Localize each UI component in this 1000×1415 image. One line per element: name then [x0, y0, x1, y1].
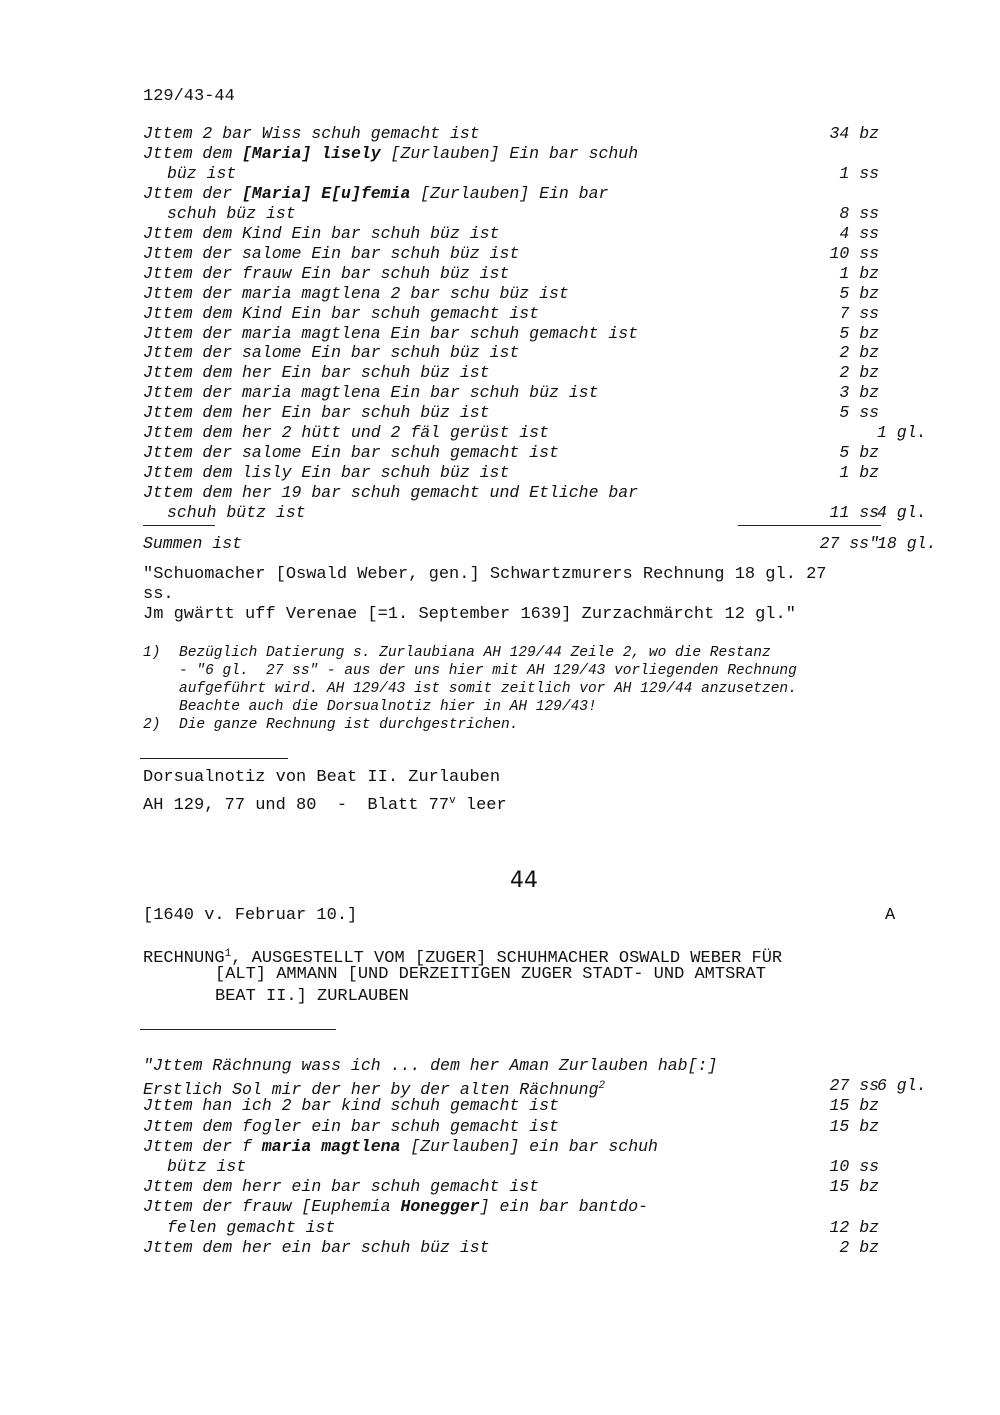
ledger-row [143, 204, 883, 224]
page-reference: 129/43-44 [143, 87, 235, 106]
entry-amount: 10 ss [829, 1157, 879, 1176]
entry-text: Jttem der salome Ein bar schuh büz ist [143, 343, 520, 363]
underline-left [143, 525, 215, 526]
ledger-row [143, 1157, 883, 1177]
entry-amount: 1 bz [839, 263, 879, 283]
entry-amount: 27 ss [829, 1076, 879, 1096]
title-line-2: [ALT] AMMANN [UND DERZEITIGEN ZUGER STADT- UND AMTSRAT [215, 965, 766, 984]
sum-label: Summen ist [143, 534, 243, 553]
entry-amount: 8 ss [839, 203, 879, 223]
entry-amount: 4 ss [839, 223, 879, 243]
entry-text: Erstlich Sol mir der her by der alten Rächnung$^2$ [143, 1080, 606, 1100]
entry-text: Jttem der [Maria] E[u]femia [Zurlauben] Ein bar [143, 183, 609, 203]
underline-right [738, 525, 881, 526]
entry-gulden: 4 gl. [877, 503, 927, 523]
footnote-2-line: Die ganze Rechnung ist durchgestrichen. [179, 717, 519, 733]
separator-rule [140, 758, 288, 759]
entry-gulden: 6 gl. [877, 1076, 927, 1096]
entry-name-bold: [Maria] E[u]femia [242, 183, 411, 203]
entry-text: Jttem der frauw Ein bar schuh büz ist [143, 263, 510, 283]
entry-amount: 2 bz [839, 343, 879, 363]
entry-amount: 2 bz [839, 363, 879, 383]
entry-amount: 5 bz [839, 443, 879, 463]
entry-text: Jttem der maria magtlena Ein bar schuh gemacht ist [143, 323, 639, 343]
entry-text: schuh bütz ist [167, 503, 306, 523]
entry-text: Jttem der maria magtlena 2 bar schu büz ist [143, 283, 569, 303]
ledger-row [143, 443, 883, 463]
title-footnote-mark: 1 [224, 948, 232, 960]
entry-text: Jttem dem Kind Ein bar schuh büz ist [143, 223, 500, 243]
entry-amount: 10 ss [829, 243, 879, 263]
entry-text: "Jttem Rächnung wass ich ... dem her Aman Zurlauben hab[:] [143, 1056, 718, 1075]
ledger-row [143, 264, 883, 284]
entry-text: bütz ist [167, 1157, 247, 1176]
ledger-row [143, 1096, 883, 1116]
entry-amount: 15 bz [829, 1177, 879, 1197]
title-line-3: BEAT II.] ZURLAUBEN [215, 987, 409, 1006]
footnote-1-line: Beachte auch die Dorsualnotiz hier in AH 129/43! [179, 699, 597, 715]
sum-gl: 18 gl. [877, 534, 937, 553]
entry-amount: 1 ss [839, 163, 879, 183]
ledger-row [143, 1177, 883, 1197]
entry-text: Jttem der salome Ein bar schuh büz ist [143, 243, 520, 263]
entry-text: Jttem han ich 2 bar kind schuh gemacht ist [143, 1096, 559, 1116]
entry-text: Jttem der f maria magtlena [Zurlauben] ein bar schuh [143, 1136, 658, 1156]
ledger-row [143, 343, 883, 363]
entry-amount: 5 bz [839, 283, 879, 303]
entry-amount: 12 bz [829, 1217, 879, 1237]
entry-text: Jttem 2 bar Wiss schuh gemacht ist [143, 124, 480, 143]
entry-amount: 1 bz [839, 463, 879, 483]
footnote-mark: 2 [598, 1080, 606, 1093]
entry-text: felen gemacht ist [167, 1217, 336, 1237]
footnote-1-line: Bezüglich Datierung s. Zurlaubiana AH 129/44 Zeile 2, wo die Restanz [179, 645, 771, 661]
dorsal-note-text: AH 129, 77 und 80 - Blatt 77 [143, 796, 450, 815]
document-number: 44 [510, 868, 538, 893]
ledger-row [143, 383, 883, 403]
ledger-row [143, 1137, 883, 1157]
ledger-row [143, 144, 883, 164]
entry-text: Jttem der salome Ein bar schuh gemacht ist [143, 443, 559, 463]
entry-text: Jttem der maria magtlena Ein bar schuh büz ist [143, 383, 599, 403]
document-letter: A [885, 906, 896, 925]
document-date: [1640 v. Februar 10.] [143, 906, 358, 925]
ledger-row [143, 1076, 927, 1100]
dorsal-note-line-1: Dorsualnotiz von Beat II. Zurlauben [143, 768, 501, 787]
ledger-row [143, 463, 883, 483]
entry-amount: 15 bz [829, 1096, 879, 1116]
ledger-row [143, 244, 883, 264]
entry-name-bold: maria magtlena [261, 1136, 401, 1156]
footnote-1-line: aufgeführt wird. AH 129/43 ist somit zeitlich vor AH 129/44 anzusetzen. [179, 681, 797, 697]
ledger-row [143, 224, 883, 244]
ledger-row [143, 1197, 883, 1217]
entry-text: Jttem dem herr ein bar schuh gemacht ist [143, 1177, 540, 1197]
ledger-row [143, 423, 927, 443]
ledger-row [143, 1218, 883, 1238]
ledger-row [143, 124, 883, 144]
entry-amount: 11 ss [829, 503, 879, 523]
dorsal-quote-line-2: ss. [143, 585, 174, 604]
footnote-1-number: 1) [143, 645, 161, 661]
ledger-row [143, 363, 883, 383]
ledger-row [143, 1056, 883, 1076]
entry-text: Jttem dem her Ein bar schuh büz ist [143, 363, 490, 383]
dorsal-quote-line-1: "Schuomacher [Oswald Weber, gen.] Schwartzmurers Rechnung 18 gl. 27 [143, 565, 827, 584]
ledger-row [143, 1117, 883, 1137]
entry-text: Jttem dem her Ein bar schuh büz ist [143, 403, 490, 423]
ledger-row [143, 184, 883, 204]
entry-amount: 15 bz [829, 1116, 879, 1136]
entry-amount: 5 ss [839, 403, 879, 423]
entry-text: Jttem dem her 19 bar schuh gemacht und Etliche bar [143, 483, 639, 503]
sum-row [143, 534, 937, 554]
title-text-rest: , AUSGESTELLT VOM [ZUGER] SCHUHMACHER OSWALD WEBER FÜR [231, 949, 783, 968]
ledger-row [143, 324, 883, 344]
dorsal-quote-line-3: Jm gwärtt uff Verenae [=1. September 1639] Zurzachmärcht 12 gl." [143, 605, 796, 624]
entry-amount: 3 bz [839, 383, 879, 403]
dorsal-note-line-2 [143, 791, 507, 816]
dorsal-note-text-end: leer [455, 796, 507, 815]
entry-text: büz ist [167, 163, 237, 183]
footnote-2-number: 2) [143, 717, 161, 733]
entry-amount: 2 bz [839, 1237, 879, 1257]
title-text: RECHNUNG [143, 949, 225, 968]
ledger-row [143, 284, 883, 304]
entry-text: schuh büz ist [167, 203, 296, 223]
entry-amount: 34 bz [829, 124, 879, 143]
footnote-1-line: - "6 gl. 27 ss" - aus der uns hier mit AH 129/43 vorliegenden Rechnung [179, 663, 797, 679]
ledger-row [143, 1238, 883, 1258]
entry-text: Jttem dem Kind Ein bar schuh gemacht ist [143, 303, 540, 323]
entry-text: Jttem dem [Maria] lisely [Zurlauben] Ein bar schuh [143, 143, 639, 163]
entry-name-bold: [Maria] lisely [242, 143, 381, 163]
sum-amount: 27 ss" [819, 534, 879, 553]
entry-gulden: 1 gl. [877, 423, 927, 443]
entry-text: Jttem dem her ein bar schuh büz ist [143, 1237, 490, 1257]
entry-name-bold: Honegger [400, 1197, 480, 1217]
ledger-row [143, 403, 883, 423]
entry-text: Jttem der frauw [Euphemia Honegger] ein bar bantdo- [143, 1197, 648, 1217]
entry-text: Jttem dem lisly Ein bar schuh büz ist [143, 463, 510, 483]
entry-text: Jttem dem her 2 hütt und 2 fäl gerüst ist [143, 423, 549, 443]
entry-text: Jttem dem fogler ein bar schuh gemacht ist [143, 1116, 559, 1136]
entry-amount: 5 bz [839, 323, 879, 343]
ledger-row [143, 483, 883, 503]
ledger-row [143, 503, 927, 523]
ledger-row [143, 164, 883, 184]
entry-amount: 7 ss [839, 303, 879, 323]
dorsal-note-superscript: v [449, 795, 456, 807]
title-separator-rule [140, 1029, 336, 1030]
ledger-row [143, 304, 883, 324]
